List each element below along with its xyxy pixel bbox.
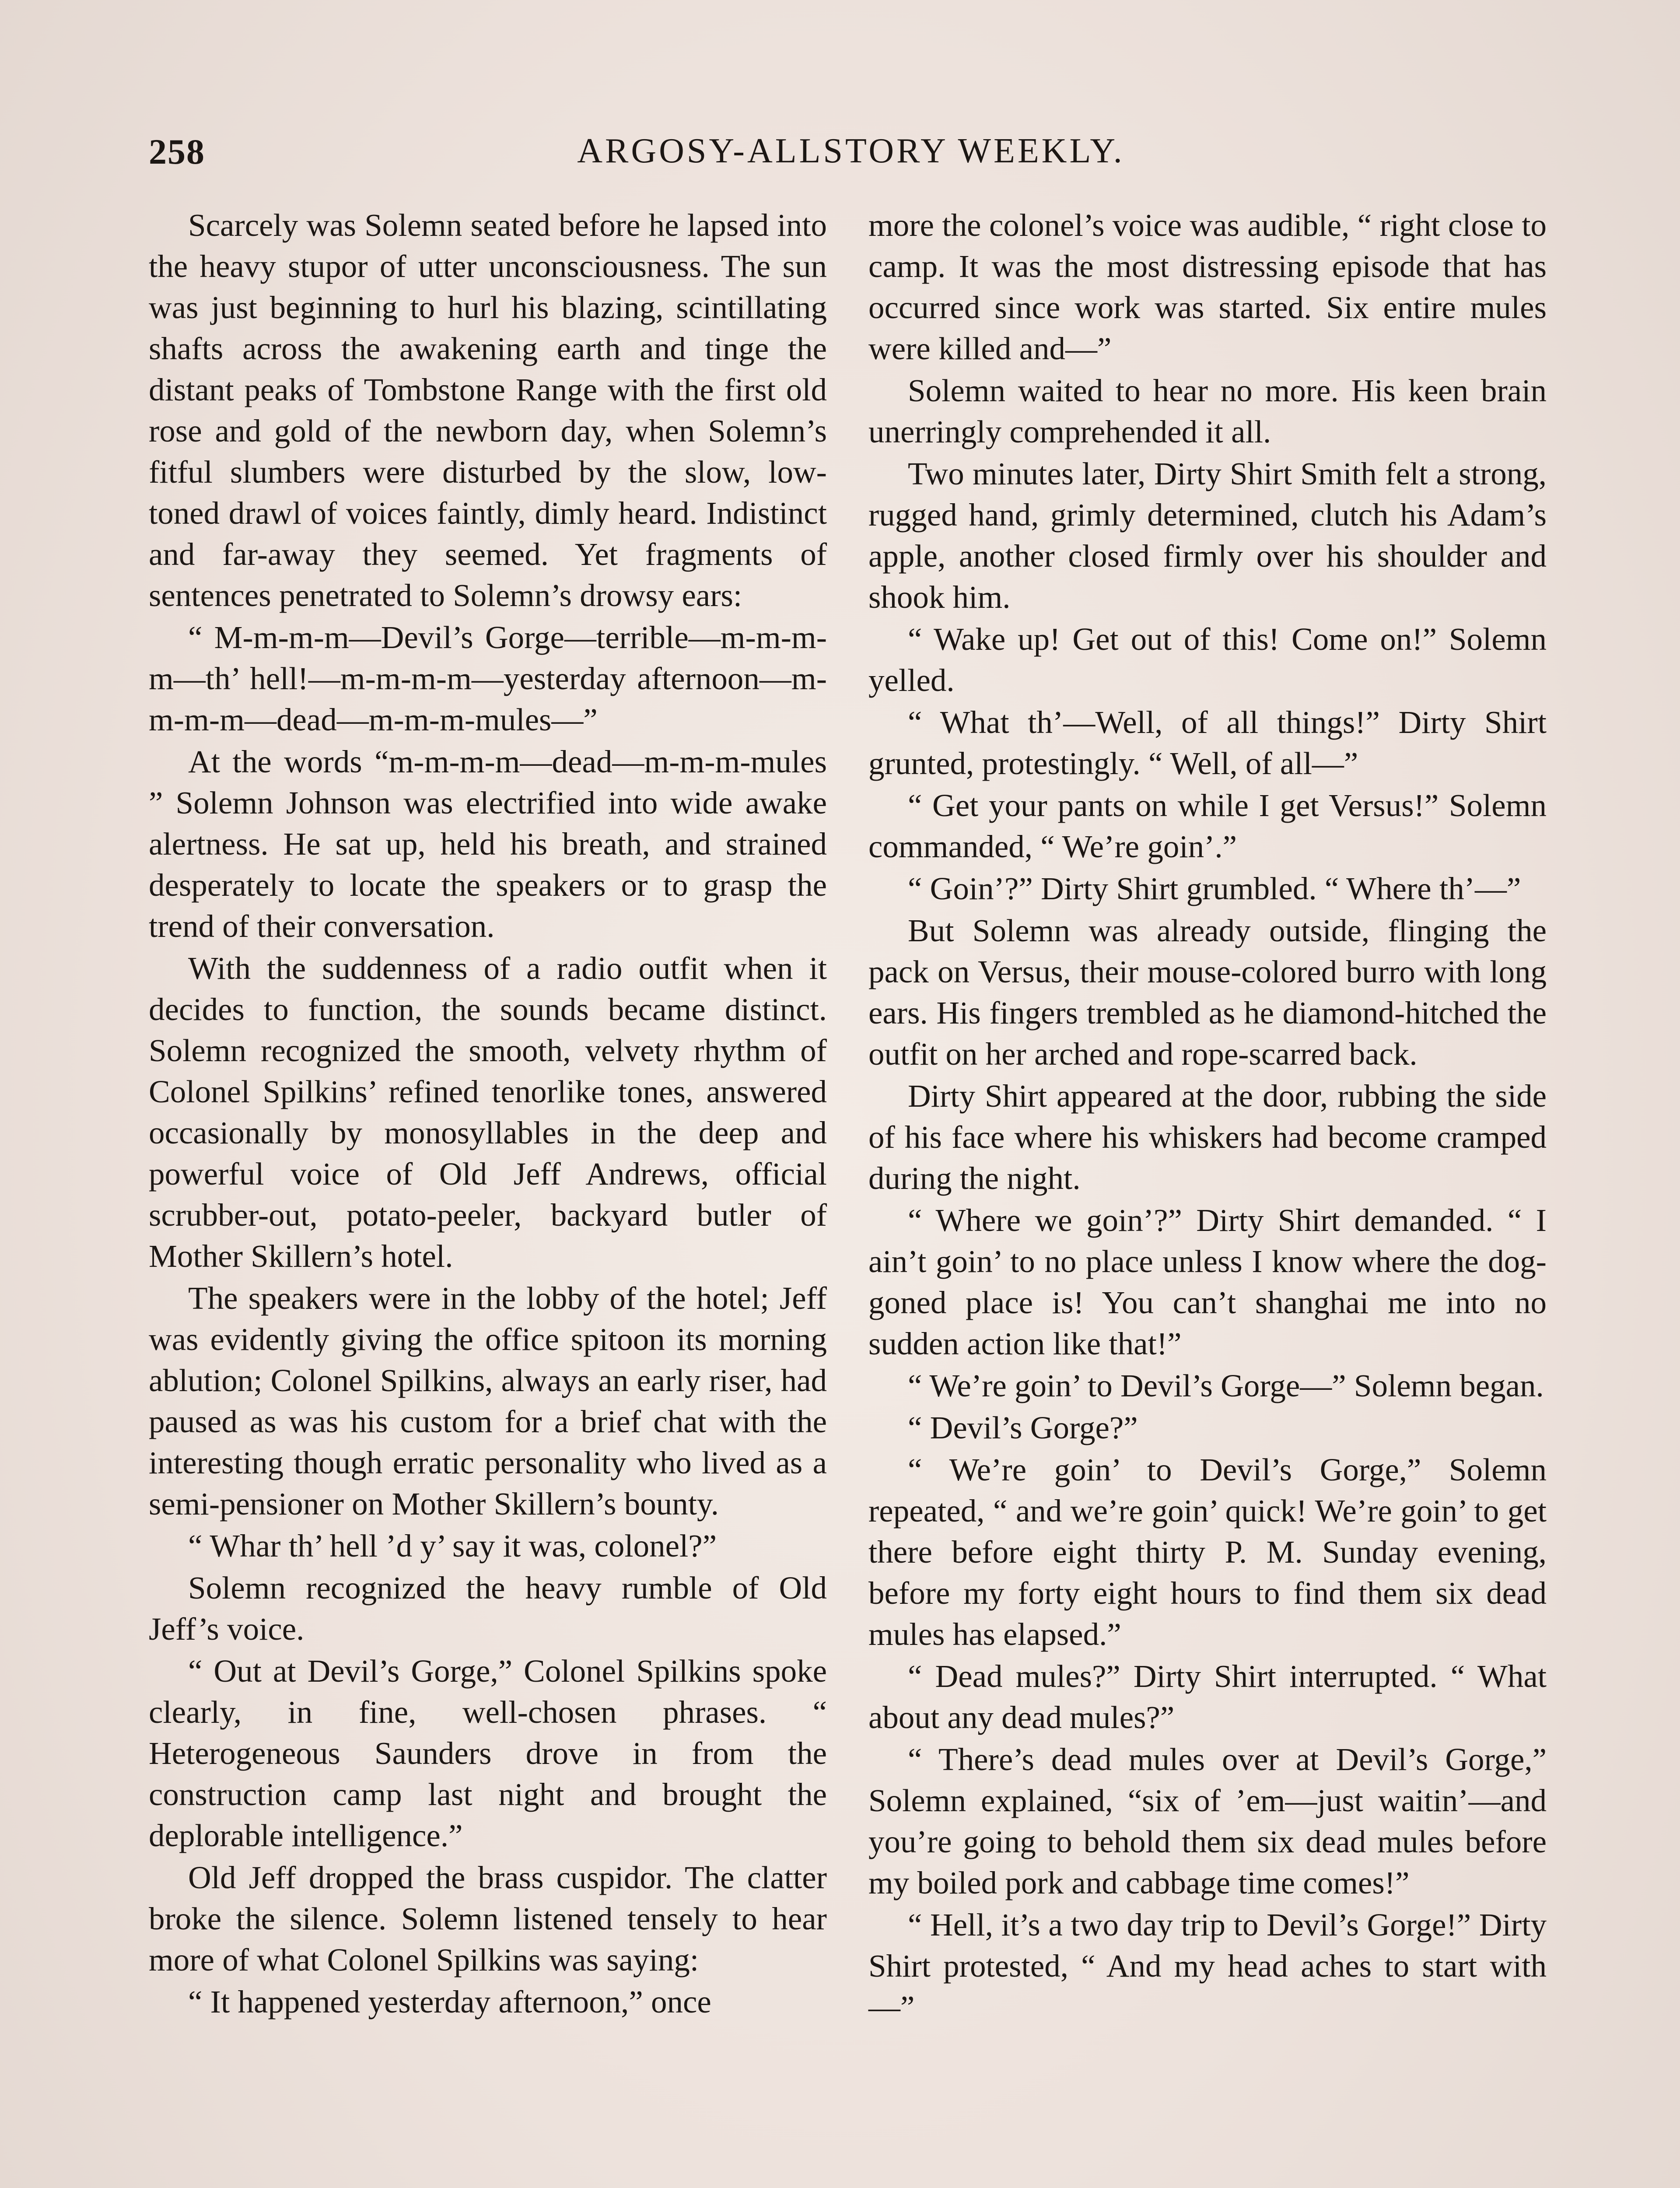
- continued-paragraph: more the colonel’s voice was audible, “ right close to camp. It was the most distressing episode that has occurred since work was started. Six entire mules were killed and—”: [868, 207, 1547, 366]
- paragraph: [868, 1449, 1547, 1655]
- paragraph-text: “ We’re goin’ to Devil’s Gorge,” Solemn repeated, “ and we’re goin’ quick! We’re goin’ to get there before eight thirty: [868, 1452, 1547, 1570]
- paragraph: Two minutes later, Dirty Shirt Smith felt a strong, rugged hand, grimly determined, clutch his Adam’s apple, another closed firmly over his shoulder and shook him.: [868, 456, 1547, 615]
- time-abbreviation: P. M.: [1225, 1534, 1303, 1570]
- paragraph-text: Sunday evening, before my forty eight hours to find them six dead mules has elapsed.”: [868, 1534, 1547, 1652]
- paragraph: “ M-m-m-m—Devil’s Gorge—terrible—m-m-m-m—th’ hell!—m-m-m-m—yesterday afternoon—m-m-m-m—dead—m-m-m-mules—”: [149, 620, 827, 737]
- paragraph: Old Jeff dropped the brass cuspidor. The clatter broke the silence. Solemn listened tensely to hear more of what Colonel Spilkins was saying:: [149, 1860, 827, 1978]
- paragraph: With the suddenness of a radio outfit when it decides to function, the sounds became distinct. Solemn recognized the smooth, velvety rhythm of Colonel Spilkins’ refined tenorlike tones, answered occasionally by monosyllables in the deep and powerful voice of Old Jeff Andrews, official scrubber-out, potato-peeler, backyard butler of Mother Skillern’s hotel.: [149, 950, 827, 1274]
- paragraph: “ Goin’?” Dirty Shirt grumbled. “ Where th’—”: [908, 871, 1521, 906]
- paragraph: “ Whar th’ hell ’d y’ say it was, colonel?”: [188, 1528, 717, 1564]
- paragraph: “ Dead mules?” Dirty Shirt interrupted. “ What about any dead mules?”: [868, 1659, 1547, 1735]
- paragraph: “ It happened yesterday afternoon,” once: [188, 1984, 711, 2020]
- text-columns: [149, 205, 1547, 2188]
- paragraph: At the words “m-m-m-m—dead—m-m-m-mules ” Solemn Johnson was electrified into wide awake alertness. He sat up, held his breath, and strained desperately to locate the speakers or to grasp the trend of their conversation.: [149, 744, 827, 944]
- right-column: [868, 205, 1547, 2188]
- paragraph: “ Get your pants on while I get Versus!” Solemn commanded, “ We’re goin’.”: [868, 788, 1547, 864]
- paragraph: “ Wake up! Get out of this! Come on!” Solemn yelled.: [868, 621, 1547, 698]
- left-column: [149, 205, 827, 2188]
- paragraph: “ There’s dead mules over at Devil’s Gorge,” Solemn explained, “six of ’em—just waitin’—and you’re going to behold them six dead mules before my boiled pork and cabbage time comes!”: [868, 1742, 1547, 1900]
- running-head: ARGOSY-ALLSTORY WEEKLY.: [577, 132, 1125, 170]
- page-number: 258: [149, 132, 205, 172]
- paragraph: Scarcely was Solemn seated before he lapsed into the heavy stupor of utter unconsciousness. The sun was just beginning to hurl his blazing, scintillating shafts across the awakening earth and tinge the distant peaks of Tombstone Range with the first old rose and gold of the newborn day, when Solemn’s fitful slumbers were disturbed by the slow, low-toned drawl of voices faintly, dimly heard. Indistinct and far-away they seemed. Yet fragments of sentences penetrated to Solemn’s drowsy ears:: [149, 207, 827, 613]
- paragraph: But Solemn was already outside, flinging the pack on Versus, their mouse-colored burro with long ears. His fingers trembled as he diamond-hitched the outfit on her arched and rope-scarred back.: [868, 913, 1547, 1072]
- paragraph: The speakers were in the lobby of the hotel; Jeff was evidently giving the office spitoon its morning ablution; Colonel Spilkins, always an early riser, had paused as was his custom for a brief chat with the interesting though erratic personality who lived as a semi-pensioner on Mother Skillern’s bounty.: [149, 1280, 827, 1522]
- paragraph: “ Devil’s Gorge?”: [908, 1410, 1138, 1445]
- paragraph: “ Where we goin’?” Dirty Shirt demanded. “ I ain’t goin’ to no place unless I know where the dog-goned place is! You can’t shanghai me into no sudden action like that!”: [868, 1203, 1547, 1361]
- page-header: [149, 131, 1553, 179]
- paragraph: “ Hell, it’s a two day trip to Devil’s Gorge!” Dirty Shirt protested, “ And my head aches to start with—”: [868, 1907, 1547, 2025]
- paragraph: “ What th’—Well, of all things!” Dirty Shirt grunted, protestingly. “ Well, of all—”: [868, 705, 1547, 781]
- paragraph: “ We’re goin’ to Devil’s Gorge—” Solemn began.: [908, 1368, 1544, 1403]
- paragraph: Dirty Shirt appeared at the door, rubbing the side of his face where his whiskers had become cramped during the night.: [868, 1078, 1547, 1196]
- paragraph: “ Out at Devil’s Gorge,” Colonel Spilkins spoke clearly, in fine, well-chosen phrases. “ Heterogeneous Saunders drove in from the construction camp last night and brought the deplorable intelligence.”: [149, 1653, 827, 1853]
- paragraph: Solemn recognized the heavy rumble of Old Jeff’s voice.: [149, 1570, 827, 1647]
- paragraph: Solemn waited to hear no more. His keen brain unerringly comprehended it all.: [868, 373, 1547, 449]
